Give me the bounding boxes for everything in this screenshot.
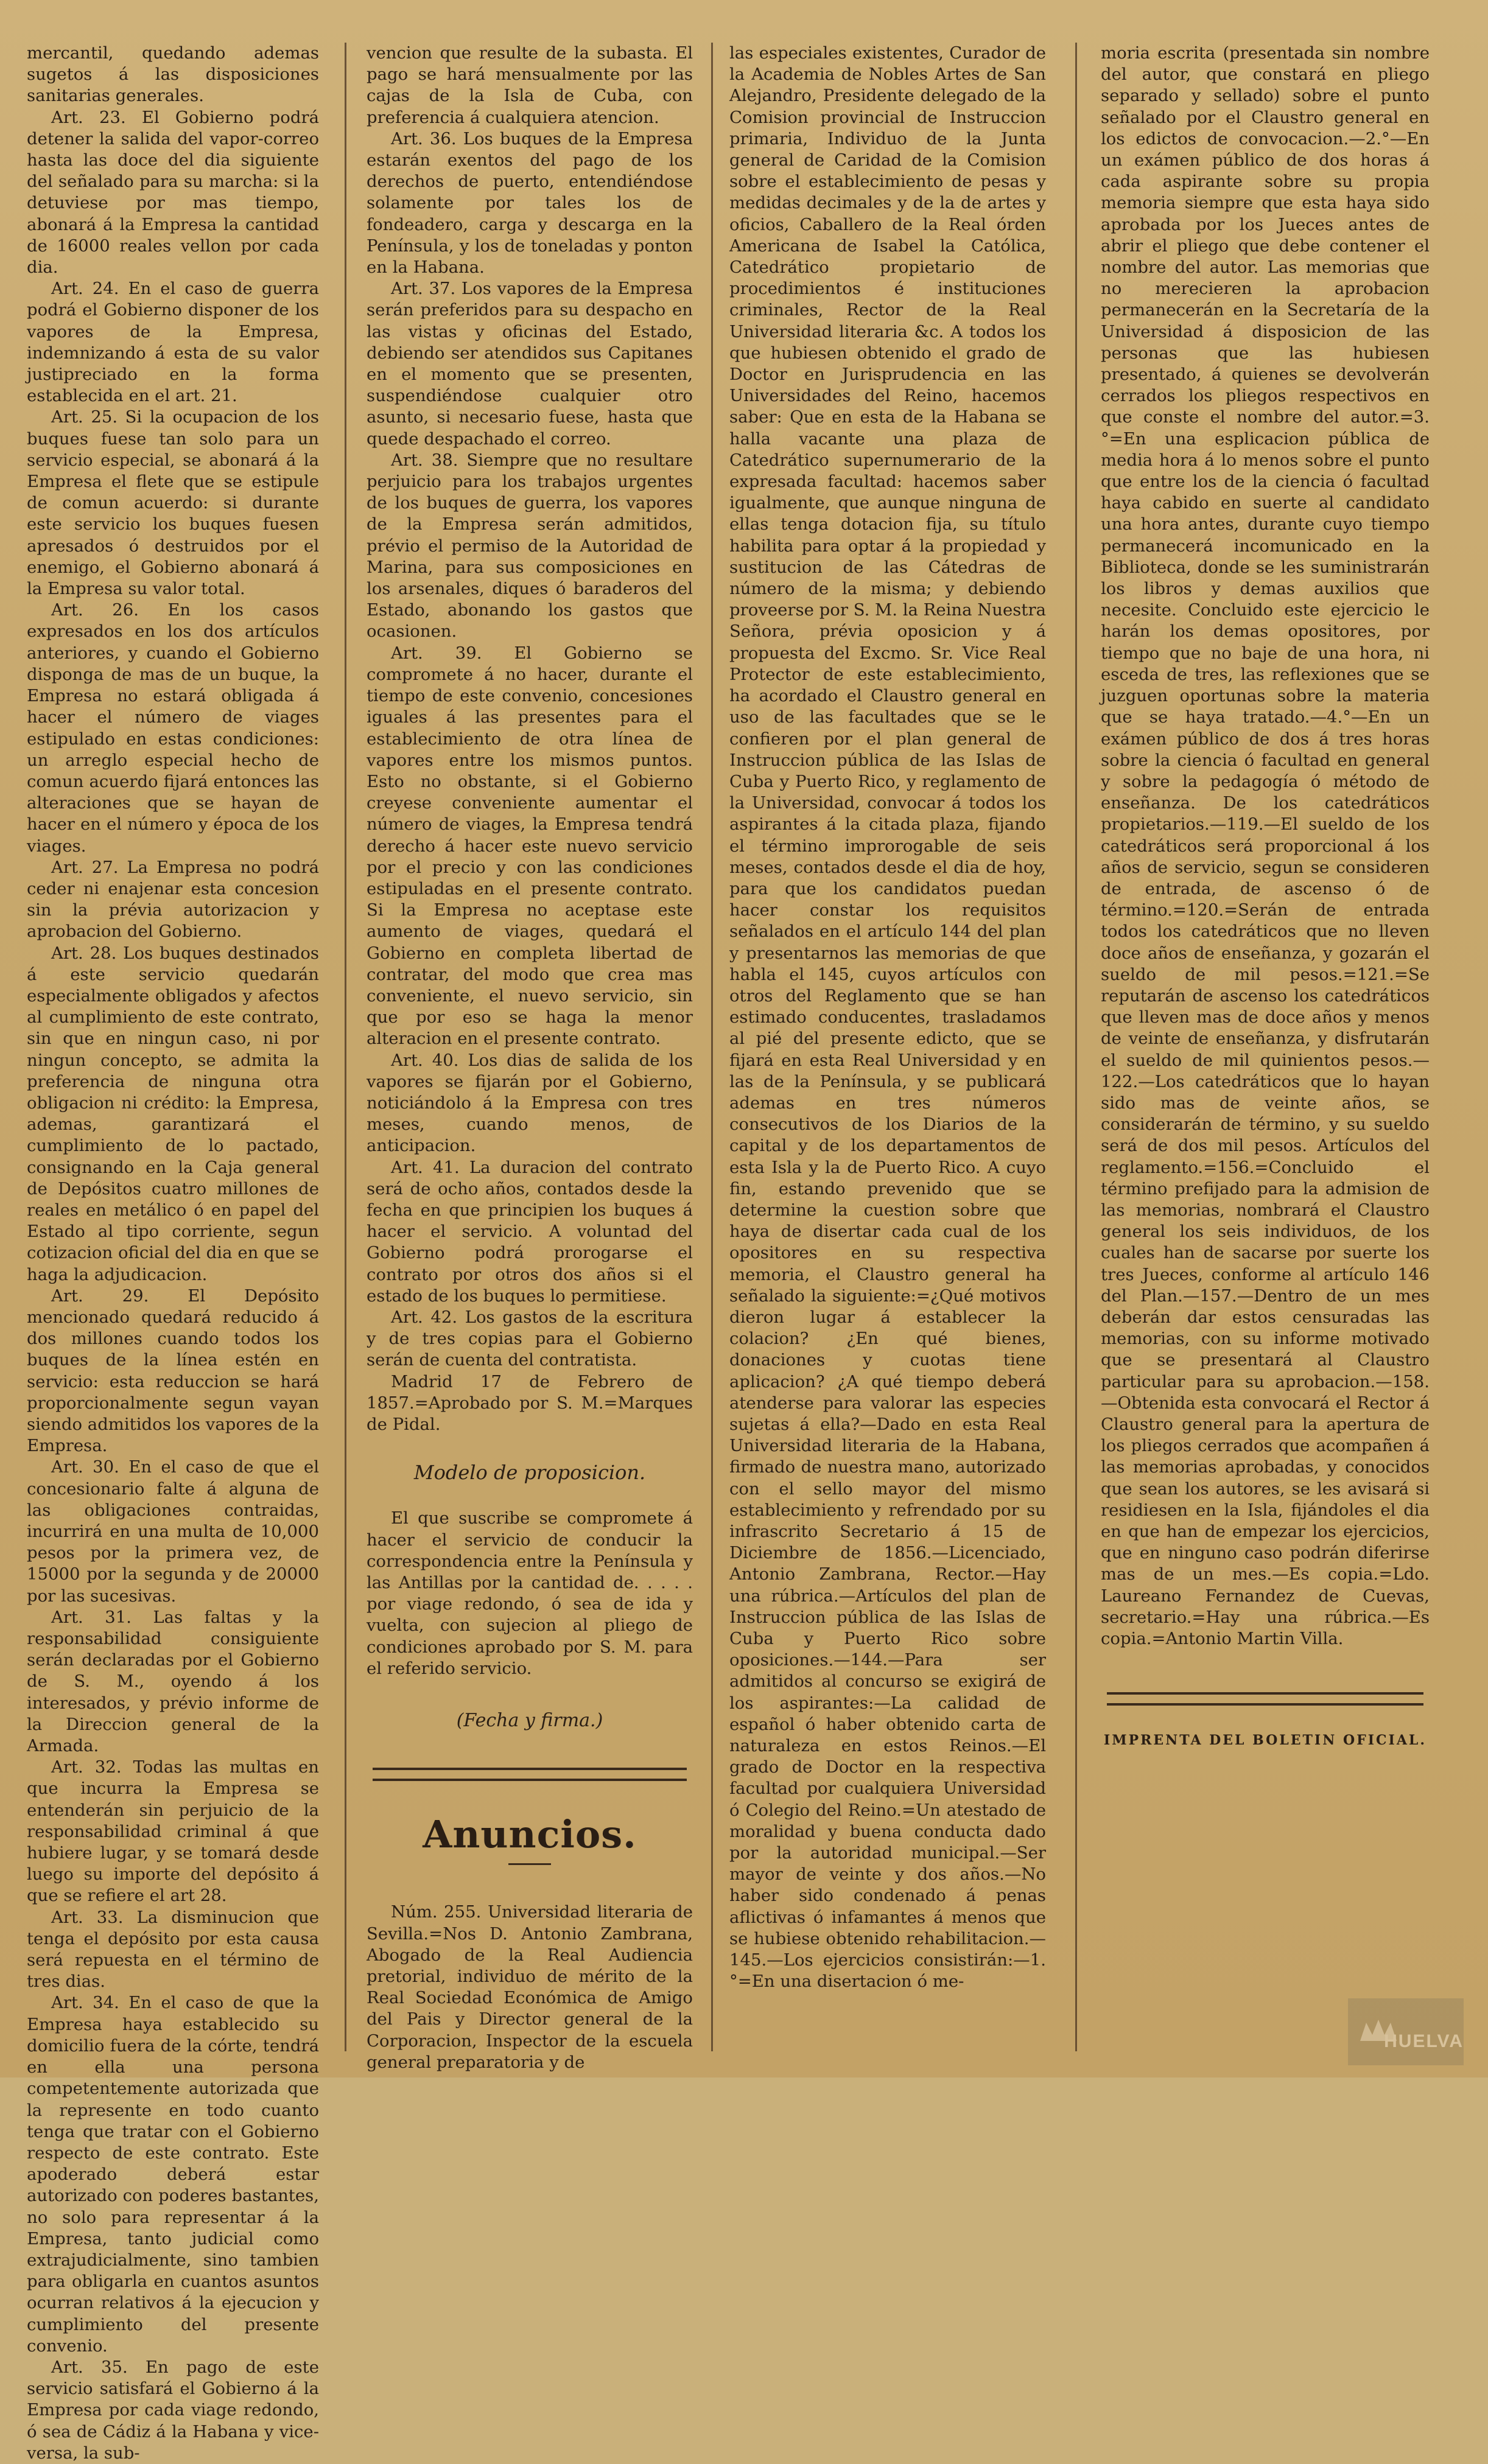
column-rule xyxy=(711,43,713,2051)
article-37: Art. 37. Los vapores de la Empresa serán preferidos para su despacho en las vistas y oficinas del Estado, debiendo ser atendidos sus Capitanes en el momento que se presenten, suspendiéndose cualquier otro asunto, si necesario fuese, hasta que quede despachado el correo. xyxy=(367,279,693,449)
column-rule xyxy=(1075,43,1077,2051)
article-38: Art. 38. Siempre que no resultare perjuicio para los trabajos urgentes de los buques de guerra, los vapores de la Empresa serán admitidos, prévio el permiso de la Autoridad de Marina, para sus composiciones en los arsenales, diques ó baraderos del Estado, abonando los gastos que ocasionen. xyxy=(367,450,693,642)
article-23: Art. 23. El Gobierno podrá detener la salida del vapor-correo hasta las doce del dia siguiente del señalado para su marcha: si la detuviese por mas tiempo, abonará á la Empresa la cantidad de 16000 reales vellon por cada dia. xyxy=(27,107,319,278)
anuncios-title: Anuncios. xyxy=(423,1812,637,1857)
article-35: Art. 35. En pago de este servicio satisfará el Gobierno á la Empresa por cada viage redondo, ó sea de Cádiz á la Habana y vice-versa, la sub- xyxy=(27,2357,319,2463)
archive-stamp xyxy=(1348,1998,1464,2065)
column-3 xyxy=(729,43,1046,2051)
anuncio-continuation: moria escrita (presentada sin nombre del autor, que constará en pliego separado y sellado) sobre el punto señalado por el Claustro general en los edictos de convocacion.—2.°—En un exámen público de dos horas á cada aspirante sobre su propia memoria siempre que esta haya sido aprobada por los Jueces antes de abrir el pliego que debe contener el nombre del autor. Las memorias que no merecieren la aprobacion permanecerán en la Secretaría de la Universidad á disposicion de las personas que las hubiesen presentado, á quienes se devolverán cerrados los pliegos respectivos en que conste el nombre del autor.=3.°=En una esplicacion pública de media hora á lo menos sobre el punto que entre los de la ciencia ó facultad haya cabido en suerte al candidato una hora antes, durante cuyo tiempo permanecerá incomunicado en la Biblioteca, donde se les suministrarán los libros y demas auxilios que necesite. Concluido este ejercicio le harán los demas opositores, por tiempo que no baje de una hora, ni esceda de tres, las reflexiones que se juzguen oportunas sobre la materia que se haya tratado.—4.°—En un exámen público de dos á tres horas sobre la ciencia ó facultad en general y sobre la pedagogía ó método de enseñanza. De los catedráticos propietarios.—119.—El sueldo de los catedráticos será proporcional á los años de servicio, segun se consideren de entrada, de ascenso ó de término.=120.=Serán de entrada todos los catedráticos que no lleven doce años de enseñanza, y gozarán el sueldo de mil pesos.=121.=Se reputarán de ascenso los catedráticos que lleven mas de doce años y menos de veinte de enseñanza, y disfrutarán el sueldo de mil quinientos pesos.—122.—Los catedráticos que lo hayan sido mas de veinte años, se considerarán de término, y su sueldo será de dos mil pesos. Artículos del reglamento.=156.=Concluido el término prefijado para la admision de las memorias, nombrará el Claustro general los seis individuos, de los cuales han de sacarse por suerte los tres Jueces, conforme al artículo 146 del Plan.—157.—Dentro de un mes deberán dar estos censuradas las memorias, con su informe motivado que se presentará al Claustro particular para su aprobacion.—158.—Obtenida esta convocará el Rector á Claustro general para la apertura de los pliegos cerrados que acompañen á las memorias aprobadas, y conocidos que sean los autores, se les avisará si residiesen en la Isla, fijándoles el dia en que han de empezar los ejercicios, que en ninguno caso podrán diferirse mas de un mes.—Es copia.=Ldo. Laureano Fernandez de Cuevas, secretario.=Hay una rúbrica.—Es copia.=Antonio Martin Villa. xyxy=(1101,43,1430,1649)
article-31: Art. 31. Las faltas y la responsabilidad consiguiente serán declaradas por el Gobierno de S. M., oyendo á los interesados, y prévio informe de la Direccion general de la Armada. xyxy=(27,1607,319,1756)
section-divider xyxy=(1107,1692,1423,1706)
column-4 xyxy=(1101,43,1430,2051)
paragraph: vencion que resulte de la subasta. El pago se hará mensualmente por las cajas de la Isla de Cuba, con preferencia á cualquiera atencion. xyxy=(367,43,693,127)
article-33: Art. 33. La disminucion que tenga el depósito por esta causa será repuesta en el término de tres dias. xyxy=(27,1907,319,1992)
article-24: Art. 24. En el caso de guerra podrá el Gobierno disponer de los vapores de la Empresa, indemnizando á esta de su valor justipreciado en la forma establecida en el art. 21. xyxy=(27,279,319,406)
anuncio-continuation: las especiales existentes, Curador de la Academia de Nobles Artes de San Alejandro, Presidente delegado de la Comision provincial de Instruccion primaria, Individuo de la Junta general de Caridad de la Comision sobre el establecimiento de pesas y medidas decimales y de la de artes y oficios, Caballero de la Real órden Americana de Isabel la Católica, Catedrático propietario de procedimientos é instituciones criminales, Rector de la Real Universidad literaria &c. A todos los que hubiesen obtenido el grado de Doctor en Jurisprudencia en las Universidades del Reino, hacemos saber: Que en esta de la Habana se halla vacante una plaza de Catedrático supernumerario de la expresada facultad: hacemos saber igualmente, que aunque ninguna de ellas tenga dotacion fija, su título habilita para optar á la propiedad y sustitucion de las Cátedras de número de la misma; y debiendo proveerse por S. M. la Reina Nuestra Señora, prévia oposicion y á propuesta del Excmo. Sr. Vice Real Protector de este establecimiento, ha acordado el Claustro general en uso de las facultades que se le confieren por el plan general de Instruccion pública de las Islas de Cuba y Puerto Rico, y reglamento de la Universidad, convocar á todos los aspirantes á la citada plaza, fijando el término improrogable de seis meses, contados desde el dia de hoy, para que los candidatos puedan hacer constar los requisitos señalados en el artículo 144 del plan y presentarnos las memorias de que habla el 145, cuyos artículos con otros del Reglamento que se han estimado conducentes, trasladamos al pié del presente edicto, que se fijará en esta Real Universidad y en las de la Península, y se publicará ademas en tres números consecutivos de los Diarios de la capital y de los departamentos de esta Isla y la de Puerto Rico. A cuyo fin, estando prevenido que se determine la cuestion sobre que haya de disertar cada cual de los opositores en su respectiva memoria, el Claustro general ha señalado la siguiente:=¿Qué motivos dieron lugar á establecer la colacion? ¿En qué bienes, donaciones y cuotas tiene aplicacion? ¿A qué tiempo deberá atenderse para valorar las especies sujetas á ella?—Dado en esta Real Universidad literaria de la Habana, firmado de nuestra mano, autorizado con el sello mayor del mismo establecimiento y refrendado por su infrascrito Secretario á 15 de Diciembre de 1856.—Licenciado, Antonio Zambrana, Rector.—Hay una rúbrica.—Artículos del plan de Instruccion pública de las Islas de Cuba y Puerto Rico sobre oposiciones.—144.—Para ser admitidos al concurso se exigirá de los aspirantes:—La calidad de español ó haber obtenido carta de naturaleza en estos Reinos.—El grado de Doctor en la respectiva facultad por cualquiera Universidad ó Colegio del Reino.=Un atestado de moralidad y buena conducta dado por la autoridad municipal.—Ser mayor de veinte y dos años.—No haber sido condenado á penas aflictivas ó infamantes á menos que se hubiese obtenido rehabilitacion.—145.—Los ejercicios consistirán:—1.°=En una disertacion ó me- xyxy=(729,43,1047,1992)
article-32: Art. 32. Todas las multas en que incurra la Empresa se entenderán sin perjuicio de la responsabilidad criminal á que hubiere lugar, y se tomará desde luego su importe del depósito á que se refiere el art 28. xyxy=(27,1757,319,1906)
article-39: Art. 39. El Gobierno se compromete á no hacer, durante el tiempo de este convenio, concesiones iguales á las presentes para el establecimiento de otra línea de vapores entre los mismos puntos. Esto no obstante, si el Gobierno creyese conveniente aumentar el número de viages, la Empresa tendrá derecho á hacer este nuevo servicio por el precio y con las condiciones estipuladas en el presente contrato. Si la Empresa no aceptase este aumento de viages, quedará el Gobierno en completa libertad de contratar, del modo que crea mas conveniente, el nuevo servicio, sin que por eso se haga la menor alteracion en el presente contrato. xyxy=(367,643,693,1049)
paragraph: mercantil, quedando ademas sugetos á las disposiciones sanitarias generales. xyxy=(27,43,319,106)
article-29: Art. 29. El Depósito mencionado quedará reducido á dos millones cuando todos los buques de la línea estén en servicio: esta reduccion se hará proporcionalmente segun vayan siendo admitidos los vapores de la Empresa. xyxy=(27,1286,319,1456)
article-34: Art. 34. En el caso de que la Empresa haya establecido su domicilio fuera de la córte, tendrá en ella una persona competentemente autorizada que la represente en todo cuanto tenga que tratar con el Gobierno respecto de este contrato. Este apoderado deberá estar autorizado con poderes bastantes, no solo para representar á la Empresa, tanto judicial como extrajudicialmente, sino tambien para obligarla en cuantos asuntos ocurran relativos á la ejecucion y cumplimiento del presente convenio. xyxy=(27,1993,319,2356)
proposal-text: El que suscribe se compromete á hacer el servicio de conducir la correspondencia entre la Península y las Antillas por la cantidad de. . . . . por viage redondo, ó sea de ida y vuelta, con sujecion al pliego de condiciones aprobado por S. M. para el referido servicio. xyxy=(367,1508,693,1678)
date-approval: Madrid 17 de Febrero de 1857.=Aprobado por S. M.=Marques de Pidal. xyxy=(367,1371,693,1434)
article-28: Art. 28. Los buques destinados á este servicio quedarán especialmente obligados y afectos al cumplimiento de este contrato, sin que en ningun caso, ni por ningun concepto, se admita la preferencia de ninguna otra obligacion ni crédito: la Empresa, ademas, garantizará el cumplimiento de lo pactado, consignando en la Caja general de Depósitos cuatro millones de reales en metálico ó en papel del Estado al tipo corriente, segun cotizacion oficial del dia en que se haga la adjudicacion. xyxy=(27,943,319,1284)
stamp-text: HUELVA xyxy=(1384,2031,1464,2051)
article-41: Art. 41. La duracion del contrato será de ocho años, contados desde la fecha en que principien los buques á hacer el servicio. A voluntad del Gobierno podrá prorogarse el contrato por otros dos años si el estado de los buques lo permitiese. xyxy=(367,1157,693,1306)
article-42: Art. 42. Los gastos de la escritura y de tres copias para el Gobierno serán de cuenta del contratista. xyxy=(367,1307,693,1370)
signature-line: (Fecha y firma.) xyxy=(456,1710,603,1732)
proposal-heading: Modelo de proposicion. xyxy=(413,1461,646,1485)
article-36: Art. 36. Los buques de la Empresa estarán exentos del pago de los derechos de puerto, entendiéndose solamente por tales los de fondeadero, carga y descarga en la Península, y los de toneladas y ponton en la Habana. xyxy=(367,128,693,278)
section-divider xyxy=(373,1768,687,1781)
article-26: Art. 26. En los casos expresados en los dos artículos anteriores, y cuando el Gobierno disponga de mas de un buque, la Empresa no estará obligada á hacer el número de viages estipulado en estas condiciones: un arreglo especial hecho de comun acuerdo fijará entonces las alteraciones que se hayan de hacer en el número y época de los viages. xyxy=(27,600,319,856)
imprint: IMPRENTA DEL BOLETIN OFICIAL. xyxy=(1103,1732,1427,1749)
article-40: Art. 40. Los dias de salida de los vapores se fijarán por el Gobierno, noticiándolo á la Empresa con tres meses, cuando menos, de anticipacion. xyxy=(367,1050,693,1156)
column-2 xyxy=(367,43,693,2072)
column-1 xyxy=(27,43,319,2463)
anuncio-text: Núm. 255. Universidad literaria de Sevilla.=Nos D. Antonio Zambrana, Abogado de la Real Audiencia pretorial, individuo de mérito de la Real Sociedad Económica de Amigo del Pais y Director general de la Corporacion, Inspector de la escuela general preparatoria y de xyxy=(367,1902,693,2072)
small-divider xyxy=(508,1863,551,1865)
article-30: Art. 30. En el caso de que el concesionario falte á alguna de las obligaciones contraidas, incurrirá en una multa de 10,000 pesos por la primera vez, de 15000 por la segunda y de 20000 por las sucesivas. xyxy=(27,1457,319,1606)
column-rule xyxy=(345,43,346,2051)
article-25: Art. 25. Si la ocupacion de los buques fuese tan solo para un servicio especial, se abonará á la Empresa el flete que se estipule de comun acuerdo: si durante este servicio los buques fuesen apresados ó destruidos por el enemigo, el Gobierno abonará á la Empresa su valor total. xyxy=(27,407,319,599)
article-27: Art. 27. La Empresa no podrá ceder ni enajenar esta concesion sin la prévia autorizacion y aprobacion del Gobierno. xyxy=(27,857,319,942)
